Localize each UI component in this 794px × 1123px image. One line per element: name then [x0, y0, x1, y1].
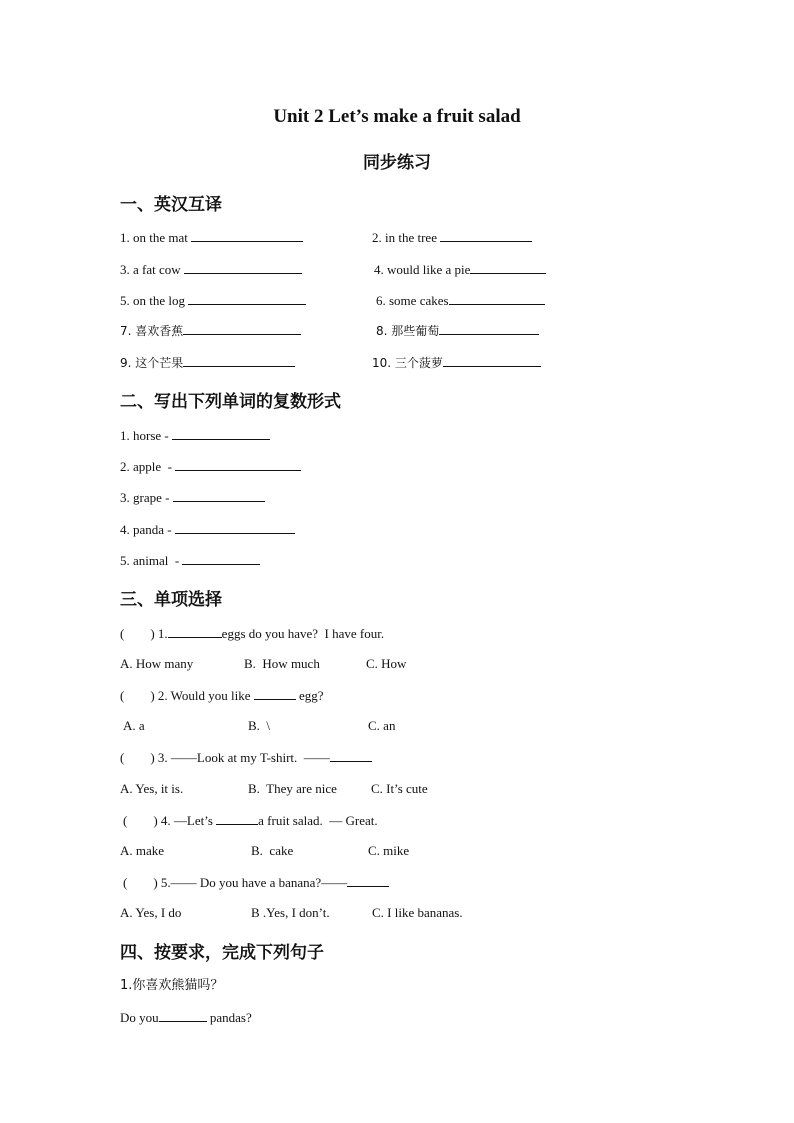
choice-option-4c[interactable]: C. mike: [368, 843, 410, 858]
answer-blank[interactable]: [439, 322, 539, 335]
translate-item-4: 4. would like a pie: [374, 261, 546, 278]
plural-item-2: 2. apple -: [120, 458, 301, 475]
answer-blank[interactable]: [175, 521, 295, 534]
answer-blank[interactable]: [347, 874, 389, 887]
plural-item-1: 1. horse -: [120, 427, 270, 444]
page-subtitle: 同步练习: [363, 153, 431, 173]
choice-question-5: ( ) 5.—— Do you have a banana?——: [123, 874, 389, 891]
answer-blank[interactable]: [449, 292, 545, 305]
answer-blank[interactable]: [172, 427, 270, 440]
choice-option-2a[interactable]: A. a: [123, 718, 145, 733]
translate-item-2: 2. in the tree: [372, 229, 532, 246]
choice-option-2c[interactable]: C. an: [368, 718, 396, 733]
sentence-answer-1: Do you pandas?: [120, 1010, 252, 1025]
section-heading-3: 三、单项选择: [120, 590, 222, 610]
answer-blank[interactable]: [188, 292, 306, 305]
answer-blank[interactable]: [168, 625, 222, 638]
choice-option-1b[interactable]: B. How much: [244, 656, 320, 671]
choice-question-4: ( ) 4. —Let’s a fruit salad. — Great.: [123, 813, 378, 828]
choice-option-4a[interactable]: A. make: [120, 843, 165, 858]
answer-blank[interactable]: [330, 749, 372, 762]
answer-blank[interactable]: [440, 229, 532, 242]
translate-item-3: 3. a fat cow: [120, 261, 302, 278]
answer-blank[interactable]: [254, 687, 296, 700]
answer-blank[interactable]: [183, 354, 295, 367]
section-heading-1: 一、英汉互译: [120, 195, 222, 215]
plural-item-5: 5. animal -: [120, 552, 260, 569]
plural-item-3: 3. grape -: [120, 489, 265, 506]
choice-option-1c[interactable]: C. How: [366, 656, 407, 671]
choice-question-1: ( ) 1. eggs do you have? I have four.: [120, 626, 385, 641]
choice-option-2b[interactable]: B. \: [248, 718, 271, 733]
choice-option-5a[interactable]: A. Yes, I do: [120, 905, 182, 920]
choice-option-5c[interactable]: C. I like bananas.: [372, 905, 463, 920]
translate-item-1: 1. on the mat: [120, 229, 303, 246]
answer-blank[interactable]: [470, 261, 546, 274]
choice-question-3: ( ) 3. ——Look at my T-shirt. ——: [120, 749, 372, 766]
answer-blank[interactable]: [443, 354, 541, 367]
answer-blank[interactable]: [175, 458, 301, 471]
answer-blank[interactable]: [191, 229, 303, 242]
section-heading-4: 四、按要求，完成下列句子: [120, 943, 324, 963]
choice-option-3b[interactable]: B. They are nice: [248, 781, 337, 796]
translate-item-5: 5. on the log: [120, 292, 306, 309]
translate-item-8: 8. 那些葡萄: [376, 322, 539, 339]
answer-blank[interactable]: [182, 552, 260, 565]
choice-option-5b[interactable]: B .Yes, I don’t.: [251, 905, 330, 920]
section-heading-2: 二、写出下列单词的复数形式: [120, 392, 341, 412]
answer-blank[interactable]: [183, 322, 301, 335]
answer-blank[interactable]: [159, 1009, 207, 1022]
translate-item-6: 6. some cakes: [376, 292, 545, 309]
choice-option-1a[interactable]: A. How many: [120, 656, 194, 671]
translate-item-9: 9. 这个芒果: [120, 354, 295, 371]
answer-blank[interactable]: [173, 489, 265, 502]
translate-item-10: 10. 三个菠萝: [372, 354, 541, 371]
page-title: Unit 2 Let’s make a fruit salad: [273, 106, 521, 127]
translate-item-7: 7. 喜欢香蕉: [120, 322, 301, 339]
choice-option-3c[interactable]: C. It’s cute: [371, 781, 428, 796]
sentence-prompt-1: 1.你喜欢熊猫吗？: [120, 978, 224, 993]
choice-option-4b[interactable]: B. cake: [251, 843, 294, 858]
answer-blank[interactable]: [184, 261, 302, 274]
choice-question-2: ( ) 2. Would you like egg?: [120, 688, 324, 703]
answer-blank[interactable]: [216, 812, 258, 825]
choice-option-3a[interactable]: A. Yes, it is.: [120, 781, 184, 796]
plural-item-4: 4. panda -: [120, 521, 295, 538]
